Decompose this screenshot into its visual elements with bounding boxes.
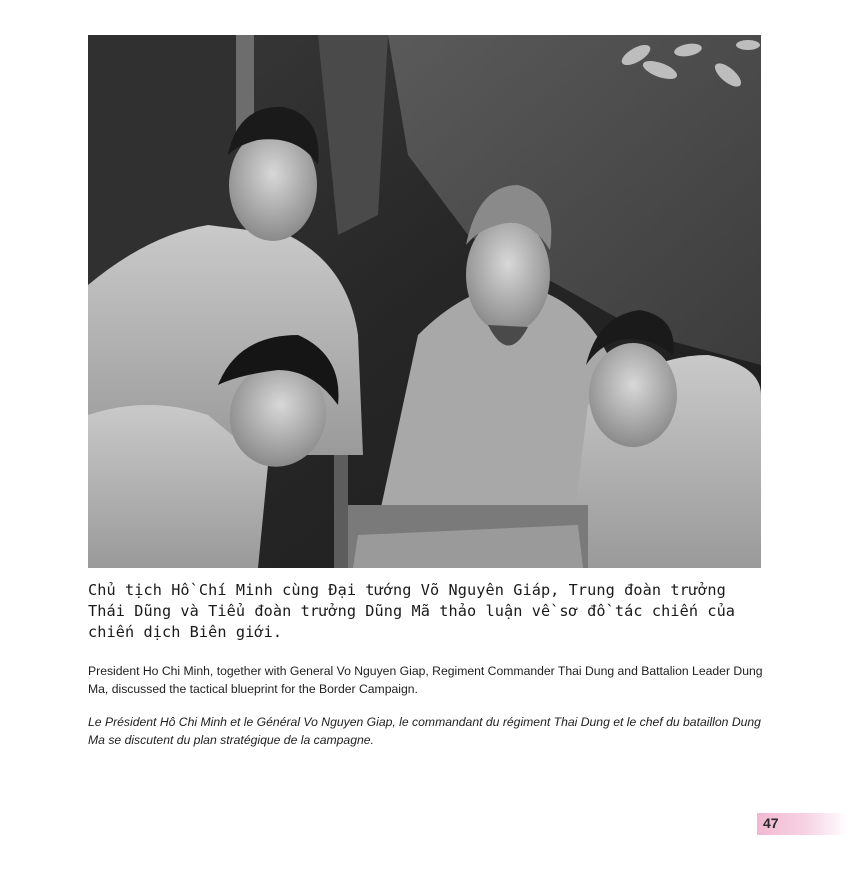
historical-photo — [88, 35, 761, 568]
photo-illustration — [88, 35, 761, 568]
caption-english: President Ho Chi Minh, together with General Vo Nguyen Giap, Regiment Commander Thai Dung and Battalion Leader Dung Ma, discussed the tactical blueprint for the Border Campaign. — [88, 664, 763, 696]
caption-vietnamese: Chủ tịch Hồ Chí Minh cùng Đại tướng Võ Nguyên Giáp, Trung đoàn trưởng Thái Dũng và Tiểu đoàn trưởng Dũng Mã thảo luận về sơ đồ tác chiến của chiến dịch Biên giới. — [88, 581, 736, 641]
caption-french: Le Président Hô Chi Minh et le Général Vo Nguyen Giap, le commandant du régiment Thai Dung et le chef du bataillon Dung Ma se discutent du plan stratégique de la campagne. — [88, 715, 761, 747]
page-number-bar — [757, 813, 848, 835]
page-number: 47 — [763, 815, 779, 831]
